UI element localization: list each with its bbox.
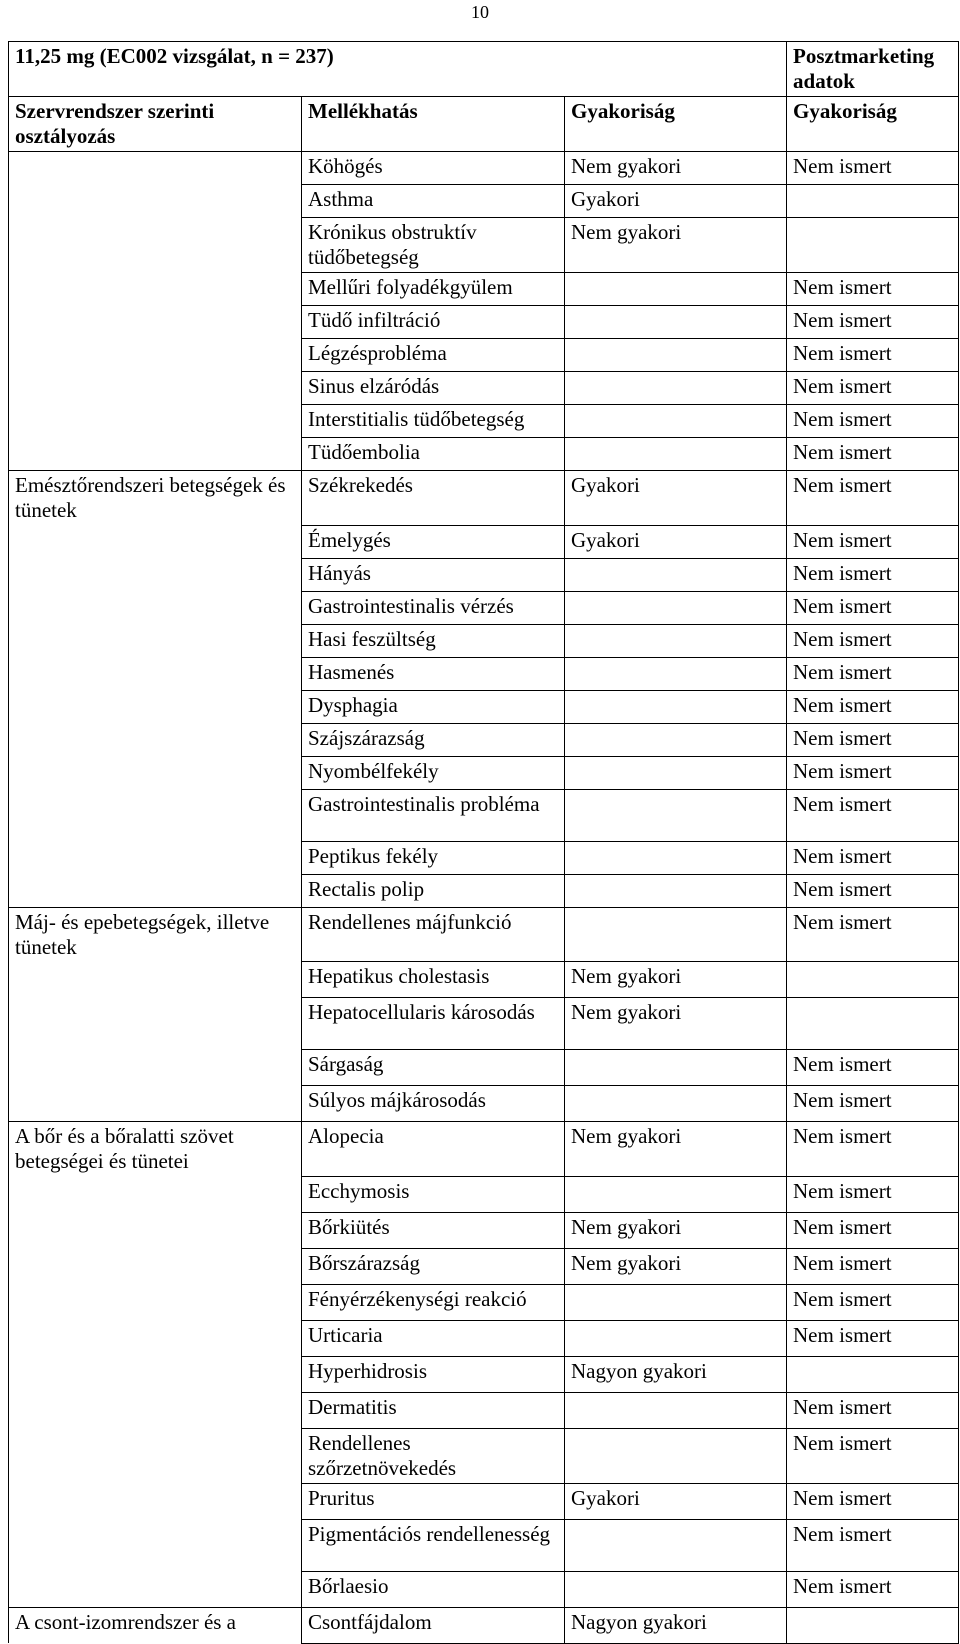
frequency-cell: [565, 723, 787, 756]
soc-cell: [9, 874, 302, 907]
table-row: [9, 273, 959, 306]
soc-cell: [9, 372, 302, 405]
reaction-cell: Dermatitis: [302, 1392, 565, 1428]
reaction-cell: Rectalis polip: [302, 874, 565, 907]
reaction-cell: Nyombélfekély: [302, 756, 565, 789]
frequency-cell: [565, 1284, 787, 1320]
frequency-cell: [565, 1571, 787, 1607]
reaction-column-header: Mellékhatás: [302, 97, 565, 152]
soc-cell: [9, 1284, 302, 1320]
soc-cell: [9, 558, 302, 591]
table-row: [9, 756, 959, 789]
pm-frequency-cell: Nem ismert: [787, 841, 959, 874]
soc-cell: [9, 1212, 302, 1248]
pm-frequency-cell: [787, 1607, 959, 1643]
frequency-cell: [565, 624, 787, 657]
reaction-cell: Émelygés: [302, 525, 565, 558]
pm-frequency-cell: Nem ismert: [787, 756, 959, 789]
soc-cell: [9, 591, 302, 624]
frequency-cell: [565, 657, 787, 690]
page-number: 10: [471, 2, 489, 22]
soc-cell: A bőr és a bőralatti szövet betegségei és tünetei: [9, 1122, 302, 1177]
reaction-cell: Mellűri folyadékgyülem: [302, 273, 565, 306]
table-row: [9, 1212, 959, 1248]
reaction-cell: Bőrlaesio: [302, 1571, 565, 1607]
table-row: [9, 1356, 959, 1392]
table-row: [9, 841, 959, 874]
reaction-cell: Pruritus: [302, 1483, 565, 1519]
pm-frequency-cell: Nem ismert: [787, 690, 959, 723]
reaction-cell: Rendellenes májfunkció: [302, 907, 565, 962]
table-row: [9, 1320, 959, 1356]
frequency-cell: Nagyon gyakori: [565, 1607, 787, 1643]
pm-frequency-cell: Nem ismert: [787, 657, 959, 690]
pm-frequency-cell: Nem ismert: [787, 339, 959, 372]
reaction-cell: Hepatocellularis károsodás: [302, 998, 565, 1050]
table-row: [9, 1607, 959, 1643]
frequency-cell: [565, 591, 787, 624]
table-row: [9, 1483, 959, 1519]
reaction-cell: Asthma: [302, 185, 565, 218]
study-title: 11,25 mg (EC002 vizsgálat, n = 237): [9, 42, 787, 97]
study-header-row: [9, 42, 959, 97]
table-row: [9, 306, 959, 339]
soc-cell: Emésztőrendszeri betegségek és tünetek: [9, 471, 302, 526]
table-row: [9, 1086, 959, 1122]
soc-cell: [9, 1571, 302, 1607]
reaction-cell: Bőrszárazság: [302, 1248, 565, 1284]
frequency-cell: [565, 1176, 787, 1212]
reaction-cell: Pigmentációs rendellenesség: [302, 1519, 565, 1571]
pm-frequency-cell: Nem ismert: [787, 1519, 959, 1571]
reaction-cell: Légzésprobléma: [302, 339, 565, 372]
pm-frequency-cell: Nem ismert: [787, 525, 959, 558]
pm-frequency-cell: Nem ismert: [787, 591, 959, 624]
frequency-cell: [565, 874, 787, 907]
frequency-cell: Gyakori: [565, 1483, 787, 1519]
frequency-cell: [565, 756, 787, 789]
frequency-cell: Nem gyakori: [565, 1248, 787, 1284]
pm-frequency-cell: Nem ismert: [787, 438, 959, 471]
pm-frequency-cell: Nem ismert: [787, 907, 959, 962]
soc-cell: [9, 1519, 302, 1571]
pm-frequency-cell: [787, 998, 959, 1050]
pm-frequency-cell: Nem ismert: [787, 1248, 959, 1284]
soc-cell: [9, 657, 302, 690]
reaction-cell: Tüdőembolia: [302, 438, 565, 471]
reaction-cell: Hasi feszültség: [302, 624, 565, 657]
pm-frequency-cell: Nem ismert: [787, 1392, 959, 1428]
pm-frequency-cell: Nem ismert: [787, 1428, 959, 1483]
reaction-cell: Súlyos májkárosodás: [302, 1086, 565, 1122]
reaction-cell: Hasmenés: [302, 657, 565, 690]
pm-frequency-column-header: Gyakoriság: [787, 97, 959, 152]
frequency-cell: [565, 841, 787, 874]
pm-frequency-cell: Nem ismert: [787, 624, 959, 657]
table-row: [9, 1519, 959, 1571]
pm-frequency-cell: Nem ismert: [787, 1284, 959, 1320]
reaction-cell: Fényérzékenységi reakció: [302, 1284, 565, 1320]
soc-cell: [9, 438, 302, 471]
frequency-cell: [565, 405, 787, 438]
table-row: [9, 438, 959, 471]
frequency-cell: [565, 690, 787, 723]
table-row: [9, 874, 959, 907]
pm-frequency-cell: Nem ismert: [787, 1320, 959, 1356]
soc-cell: [9, 1483, 302, 1519]
table-row: [9, 185, 959, 218]
reaction-cell: Urticaria: [302, 1320, 565, 1356]
pm-frequency-cell: Nem ismert: [787, 1571, 959, 1607]
pm-frequency-cell: Nem ismert: [787, 372, 959, 405]
frequency-cell: Nagyon gyakori: [565, 1356, 787, 1392]
table-row: [9, 998, 959, 1050]
frequency-cell: Gyakori: [565, 185, 787, 218]
soc-cell: [9, 405, 302, 438]
frequency-cell: [565, 1050, 787, 1086]
table-row: [9, 218, 959, 273]
frequency-cell: Nem gyakori: [565, 998, 787, 1050]
pm-frequency-cell: Nem ismert: [787, 723, 959, 756]
soc-cell: [9, 273, 302, 306]
table-row: [9, 624, 959, 657]
frequency-column-header: Gyakoriság: [565, 97, 787, 152]
soc-cell: [9, 185, 302, 218]
frequency-cell: Gyakori: [565, 471, 787, 526]
soc-cell: [9, 723, 302, 756]
pm-frequency-cell: Nem ismert: [787, 1122, 959, 1177]
table-row: [9, 962, 959, 998]
pm-frequency-cell: Nem ismert: [787, 1086, 959, 1122]
soc-cell: [9, 218, 302, 273]
reaction-cell: Dysphagia: [302, 690, 565, 723]
soc-cell: [9, 1086, 302, 1122]
pm-frequency-cell: Nem ismert: [787, 874, 959, 907]
pm-frequency-cell: [787, 185, 959, 218]
table-row: [9, 723, 959, 756]
table-row: [9, 525, 959, 558]
table-row: [9, 372, 959, 405]
pm-frequency-cell: Nem ismert: [787, 558, 959, 591]
reaction-cell: Hányás: [302, 558, 565, 591]
frequency-cell: [565, 273, 787, 306]
frequency-cell: Nem gyakori: [565, 152, 787, 185]
soc-cell: [9, 789, 302, 841]
soc-column-header: Szervrendszer szerinti osztályozás: [9, 97, 302, 152]
soc-cell: [9, 1176, 302, 1212]
soc-cell: [9, 1392, 302, 1428]
reaction-cell: Rendellenes szőrzetnövekedés: [302, 1428, 565, 1483]
soc-cell: [9, 1248, 302, 1284]
pm-frequency-cell: Nem ismert: [787, 405, 959, 438]
postmarketing-title: Posztmarketing adatok: [787, 42, 959, 97]
table-row: [9, 471, 959, 526]
table-row: [9, 591, 959, 624]
reaction-cell: Szájszárazság: [302, 723, 565, 756]
frequency-cell: Gyakori: [565, 525, 787, 558]
reaction-cell: Hepatikus cholestasis: [302, 962, 565, 998]
frequency-cell: [565, 1392, 787, 1428]
reaction-cell: Köhögés: [302, 152, 565, 185]
soc-cell: [9, 756, 302, 789]
frequency-cell: Nem gyakori: [565, 1122, 787, 1177]
table-row: [9, 152, 959, 185]
soc-cell: [9, 1050, 302, 1086]
pm-frequency-cell: Nem ismert: [787, 1176, 959, 1212]
soc-cell: [9, 1356, 302, 1392]
soc-cell: [9, 306, 302, 339]
frequency-cell: [565, 339, 787, 372]
reaction-cell: Ecchymosis: [302, 1176, 565, 1212]
table-row: [9, 1176, 959, 1212]
frequency-cell: [565, 789, 787, 841]
reaction-cell: Bőrkiütés: [302, 1212, 565, 1248]
frequency-cell: Nem gyakori: [565, 218, 787, 273]
column-header-row: [9, 97, 959, 152]
soc-cell: [9, 525, 302, 558]
frequency-cell: [565, 907, 787, 962]
frequency-cell: Nem gyakori: [565, 1212, 787, 1248]
table-row: [9, 1571, 959, 1607]
reaction-cell: Csontfájdalom: [302, 1607, 565, 1643]
pm-frequency-cell: Nem ismert: [787, 1483, 959, 1519]
frequency-cell: [565, 1086, 787, 1122]
reaction-cell: Tüdő infiltráció: [302, 306, 565, 339]
pm-frequency-cell: Nem ismert: [787, 471, 959, 526]
reaction-cell: Sárgaság: [302, 1050, 565, 1086]
pm-frequency-cell: [787, 962, 959, 998]
soc-cell: [9, 624, 302, 657]
reaction-cell: Alopecia: [302, 1122, 565, 1177]
soc-cell: [9, 962, 302, 998]
table-row: [9, 1284, 959, 1320]
table-row: [9, 1428, 959, 1483]
frequency-cell: [565, 306, 787, 339]
reaction-cell: Gastrointestinalis probléma: [302, 789, 565, 841]
table-row: [9, 907, 959, 962]
reaction-cell: Peptikus fekély: [302, 841, 565, 874]
soc-cell: A csont-izomrendszer és a: [9, 1607, 302, 1643]
reaction-cell: Krónikus obstruktív tüdőbetegség: [302, 218, 565, 273]
frequency-cell: [565, 438, 787, 471]
reaction-cell: Székrekedés: [302, 471, 565, 526]
soc-cell: [9, 841, 302, 874]
frequency-cell: [565, 1519, 787, 1571]
reaction-cell: Sinus elzáródás: [302, 372, 565, 405]
soc-cell: [9, 690, 302, 723]
pm-frequency-cell: Nem ismert: [787, 306, 959, 339]
soc-cell: [9, 1320, 302, 1356]
frequency-cell: Nem gyakori: [565, 962, 787, 998]
soc-cell: [9, 152, 302, 185]
frequency-cell: [565, 1320, 787, 1356]
table-row: [9, 405, 959, 438]
soc-cell: [9, 339, 302, 372]
reaction-cell: Hyperhidrosis: [302, 1356, 565, 1392]
soc-cell: [9, 1428, 302, 1483]
frequency-cell: [565, 558, 787, 591]
pm-frequency-cell: Nem ismert: [787, 1050, 959, 1086]
table-row: [9, 339, 959, 372]
table-row: [9, 1392, 959, 1428]
table-row: [9, 1050, 959, 1086]
pm-frequency-cell: Nem ismert: [787, 789, 959, 841]
table-row: [9, 558, 959, 591]
pm-frequency-cell: Nem ismert: [787, 152, 959, 185]
table-row: [9, 789, 959, 841]
pm-frequency-cell: Nem ismert: [787, 273, 959, 306]
pm-frequency-cell: Nem ismert: [787, 1212, 959, 1248]
pm-frequency-cell: [787, 218, 959, 273]
frequency-cell: [565, 1428, 787, 1483]
pm-frequency-cell: [787, 1356, 959, 1392]
table-row: [9, 1122, 959, 1177]
table-row: [9, 1248, 959, 1284]
soc-cell: [9, 998, 302, 1050]
table-row: [9, 657, 959, 690]
reaction-cell: Interstitialis tüdőbetegség: [302, 405, 565, 438]
table-row: [9, 690, 959, 723]
reaction-cell: Gastrointestinalis vérzés: [302, 591, 565, 624]
soc-cell: Máj- és epebetegségek, illetve tünetek: [9, 907, 302, 962]
adverse-reactions-table: [8, 41, 959, 1644]
frequency-cell: [565, 372, 787, 405]
